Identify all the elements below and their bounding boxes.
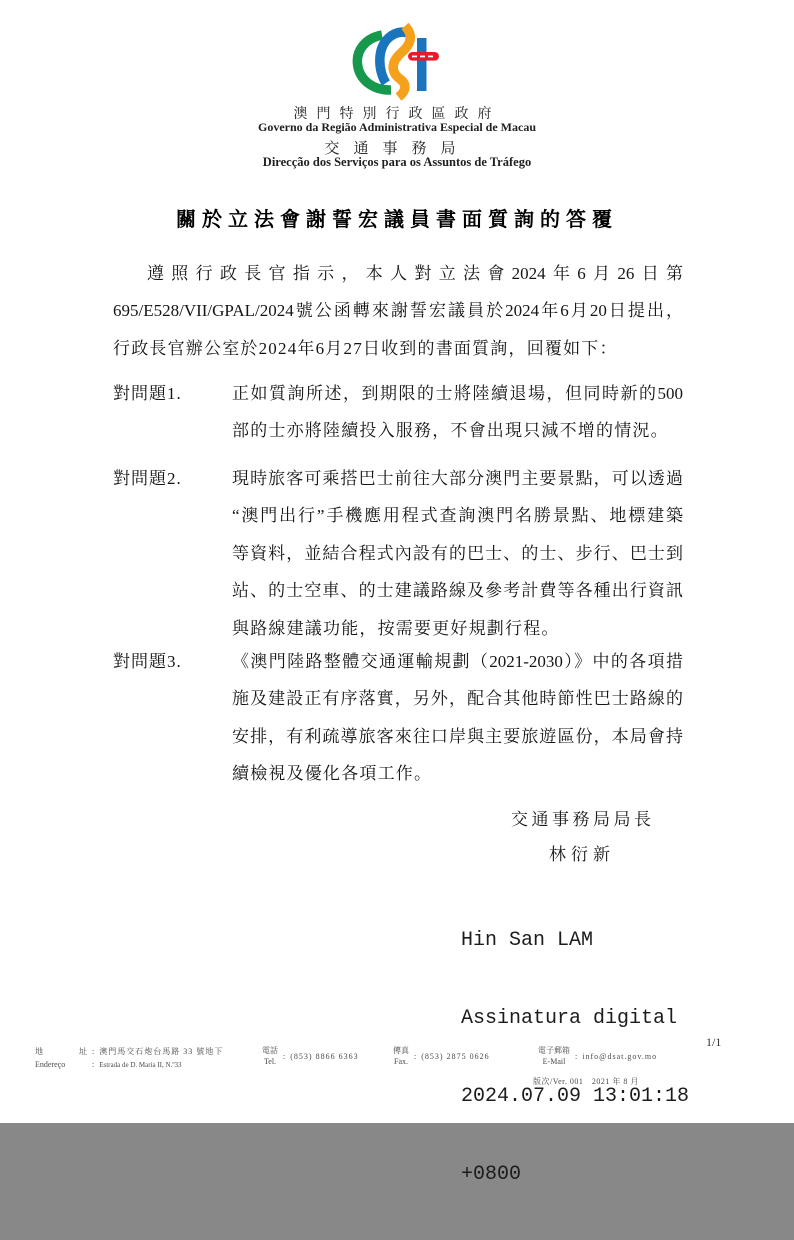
question-label: 對問題3.	[113, 652, 182, 671]
answer-question-2	[113, 460, 683, 647]
answer-line: 站、的士空車、的士建議路線及參考計費等各種出行資訊	[232, 581, 683, 601]
answer-line: 部的士亦將陸續投入服務，不會出現只減不增的情況。	[232, 421, 669, 441]
answer-line: 等資料，並結合程式內設有的巴士、的士、步行、巴士到	[232, 543, 683, 563]
footer-version: 版次/Ver. 001 2021 年 8 月	[533, 1077, 639, 1086]
answer-line: 現時旅客可乘搭巴士前往大部分澳門主要景點，可以透過	[232, 469, 683, 488]
email-label-zh: 電子郵箱	[538, 1046, 570, 1055]
signer-position: 交通事務局局長	[511, 810, 655, 829]
colon: :	[283, 1051, 286, 1061]
fax-value: (853) 2875 0626	[421, 1051, 490, 1061]
colon: :	[92, 1060, 95, 1069]
answer-line: 正如質詢所述，到期限的士將陸續退場，但同時新的500	[232, 384, 683, 403]
intro-line: 行政長官辦公室於2024年6月27日收到的書面質詢，回覆如下：	[113, 338, 618, 358]
signer-name: 林衍新	[549, 845, 615, 864]
address-value-pt: Estrada de D. Maria II, N.º33	[99, 1060, 182, 1069]
email-label-pt: E-Mail	[542, 1057, 566, 1066]
question-label: 對問題1.	[113, 384, 182, 403]
intro-line: 遵照行政長官指示，本人對立法會2024年6月26日第	[147, 264, 683, 283]
digital-signature-line: Assinatura digital	[461, 1007, 678, 1030]
answer-line: 續檢視及優化各項工作。	[232, 764, 433, 784]
answer-line: “澳門出行”手機應用程式查詢澳門名勝景點、地標建築	[232, 506, 683, 526]
colon: :	[414, 1051, 417, 1061]
colon: :	[92, 1047, 95, 1056]
bureau-name-zh: 交通事務局	[324, 141, 470, 157]
answer-line: 《澳門陸路整體交通運輸規劃（2021-2030）》中的各項措	[232, 652, 683, 671]
intro-line: 695/E528/VII/GPAL/2024號公函轉來謝誓宏議員於2024年6月20日提出，	[113, 301, 683, 321]
answer-line: 與路線建議功能，按需要更好規劃行程。	[232, 618, 560, 638]
footer-fax	[393, 1046, 490, 1066]
document-title: 關於立法會謝誓宏議員書面質詢的答覆	[176, 209, 618, 231]
gov-name-zh: 澳門特別行政區政府	[293, 107, 501, 122]
answer-question-1	[113, 375, 683, 450]
phone-label-zh: 電話	[262, 1046, 278, 1055]
question-label: 對問題2.	[113, 469, 182, 488]
footer-phone	[262, 1046, 359, 1066]
address-value-zh: 澳門馬交石炮台馬路 33 號地下	[99, 1047, 224, 1056]
answer-line: 安排，有利疏導旅客來往口岸與主要旅遊區份，本局會持	[232, 726, 683, 746]
address-label-zh: 地址	[35, 1047, 87, 1056]
intro-paragraph	[113, 255, 683, 367]
digital-signature-line: 2024.07.09 13:01:18	[461, 1085, 690, 1108]
fax-label-pt: Fax.	[394, 1057, 408, 1066]
footer-email	[538, 1046, 657, 1066]
digital-signature-line: +0800	[461, 1163, 522, 1186]
dsat-logo-icon	[348, 22, 448, 102]
colon: :	[575, 1051, 578, 1061]
logo-blue-bar	[417, 38, 427, 91]
email-value: info@dsat.gov.mo	[582, 1051, 658, 1061]
answer-question-3	[113, 643, 683, 793]
digital-signature-line: Hin San LAM	[461, 929, 594, 952]
bureau-name-pt: Direcção dos Serviços para os Assuntos de Tráfego	[262, 155, 532, 169]
answer-line: 施及建設正有序落實，另外，配合其他時節性巴士路線的	[232, 689, 683, 709]
gov-name-pt: Governo da Região Administrativa Especial de Macau	[258, 120, 536, 134]
fax-label-zh: 傳真	[393, 1046, 409, 1055]
address-label-pt: Endereço	[35, 1060, 66, 1069]
phone-value: (853) 8866 6363	[290, 1051, 359, 1061]
footer-address	[35, 1046, 223, 1069]
page-number: 1/1	[706, 1035, 722, 1049]
phone-label-pt: Tel.	[263, 1057, 277, 1066]
